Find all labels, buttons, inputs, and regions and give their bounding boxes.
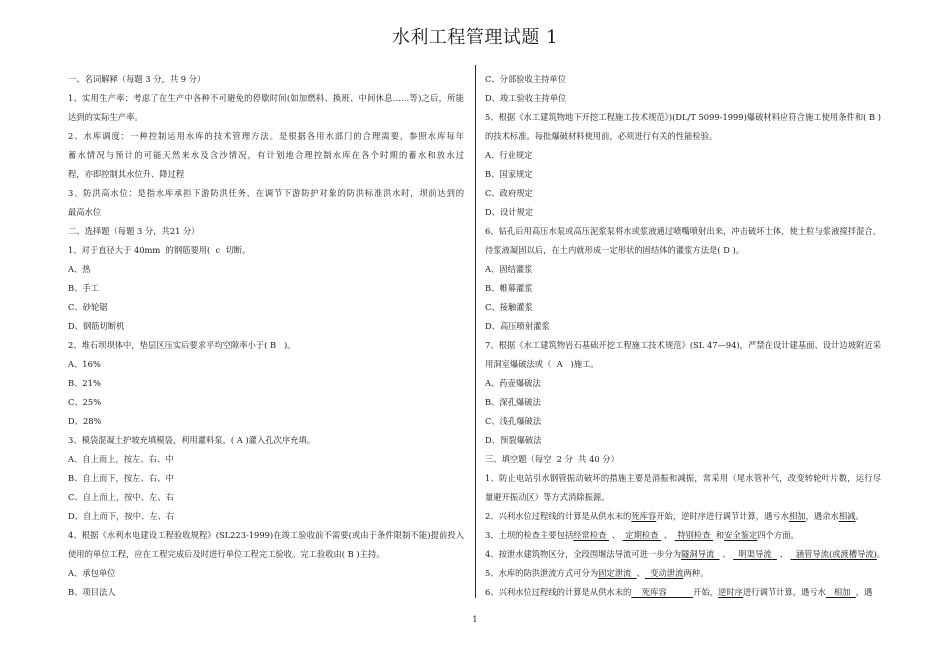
filled-answer: 相加: [789, 511, 806, 521]
text-line: D、设计规定: [485, 207, 534, 217]
question-text: [68, 241, 464, 260]
option-b: [485, 393, 881, 412]
text-segment: 开始，逆时序进行调节计算，遇亏水: [656, 511, 789, 521]
text-segment: 、: [609, 530, 623, 540]
question-text: [485, 469, 881, 507]
text-line: D、28%: [68, 416, 102, 426]
filled-answer: 相加: [825, 587, 856, 597]
text-line: 6、钻孔后用高压水泵或高压泥浆泵将水或浆液通过喷嘴喷射出来，冲击破坏土体，使土粒与浆液搅拌混合，: [485, 226, 881, 236]
text-line: A、承包单位: [68, 568, 116, 578]
filled-answer: 死库容: [631, 511, 657, 521]
text-segment: ，遇余水: [805, 511, 839, 521]
question-text: [485, 545, 886, 564]
text-segment: 四个方面。: [757, 530, 799, 540]
option-d: [485, 203, 881, 222]
section-heading: [68, 222, 464, 241]
option-c: [485, 298, 881, 317]
question-text: [68, 127, 464, 184]
text-line: B、自上而下，按左、右、中: [68, 473, 174, 483]
text-line: [485, 507, 881, 526]
question-text: [68, 431, 464, 450]
option-d: [485, 317, 881, 336]
text-segment: 两种。: [683, 568, 709, 578]
text-line: D、自上而下，按中、左、右: [68, 511, 175, 521]
text-line: [485, 583, 881, 602]
text-line: 1、对于直径大于 40mm 的钢筋要用( c 切断。: [68, 245, 251, 255]
text-line: 3、模袋混凝土护坡充填模袋，利用灌料泵，( A )灌入孔次序充填。: [68, 435, 316, 445]
text-segment: 5、水库的防洪泄流方式可分为: [485, 568, 599, 578]
question-text: [68, 184, 464, 222]
text-line: 一、名词解释（每题 3 分，共 9 分）: [68, 74, 206, 84]
option-d: [485, 89, 881, 108]
option-b: [68, 583, 464, 602]
text-line: D、钢筋切断机: [68, 321, 125, 331]
text-line: 量避开振动区）等方式消除振源。: [485, 492, 610, 502]
filled-answer: 明渠导流: [733, 549, 777, 559]
filled-answer: 固定泄流: [598, 568, 637, 578]
filled-answer: 涵管导流(或渡槽导流): [790, 549, 877, 559]
option-a: [485, 374, 881, 393]
text-line: C、接触灌浆: [485, 302, 533, 312]
option-b: [68, 469, 464, 488]
option-a: [68, 450, 464, 469]
text-line: 7、根据《水工建筑物岩石基础开挖工程施工技术规范》(SL 47—94)，严禁在设计建基面、设计边坡附近采: [485, 340, 881, 350]
text-line: [485, 564, 881, 583]
text-line: 待浆液凝固以后，在土内就形成一定形状的固结体的灌浆方法是( D )。: [485, 245, 745, 255]
text-line: 程，亦即控制其水位升、降过程: [68, 169, 185, 179]
option-c: [485, 412, 881, 431]
section-heading: [68, 70, 464, 89]
question-text: [485, 583, 881, 602]
filled-answer: 逆时序: [718, 587, 743, 597]
text-line: 最高水位: [68, 207, 102, 217]
filled-answer: 隧洞导流: [681, 549, 720, 559]
text-line: 三、填空题（每空 2 分 共 40 分）: [485, 454, 619, 464]
text-line: 用洞室爆破法或（ A )施工。: [485, 359, 599, 369]
right-column: [485, 70, 886, 602]
text-line: 1、实用生产率：考虑了在生产中各种不可避免的停歇时间(如加燃料、换班、中间休息……等)之后，所能: [68, 93, 464, 103]
question-text: [68, 89, 464, 127]
text-line: D、高压喷射灌浆: [485, 321, 550, 331]
text-line: B、手工: [68, 283, 99, 293]
option-a: [68, 564, 464, 583]
option-c: [68, 393, 464, 412]
option-d: [68, 317, 464, 336]
text-line: 使用的单位工程，应在工程完成后及时进行单位工程完工验收。完工验收由( B )主持。: [68, 549, 385, 559]
filled-answer: 经常检查: [573, 530, 610, 540]
text-line: C、25%: [68, 397, 102, 407]
question-text: [485, 526, 881, 545]
text-segment: 3、土坝的检查主要包括: [485, 530, 574, 540]
text-segment: 进行调节计算，遇亏水: [742, 587, 826, 597]
text-segment: 、: [636, 568, 645, 578]
text-line: D、预裂爆破法: [485, 435, 542, 445]
text-segment: 开始，: [693, 587, 719, 597]
text-line: 二、选择题（每题 3 分，共21 分）: [68, 226, 200, 236]
text-line: B、帷幕灌浆: [485, 283, 533, 293]
text-line: 1、防止电站引水钢管振动破坏的措施主要是消振和减振，常采用（尾水管补气，改变转轮叶片数，运行尽: [485, 473, 881, 483]
filled-answer: 特别检查: [674, 530, 714, 540]
option-a: [68, 260, 464, 279]
question-text: [68, 336, 464, 355]
option-d: [68, 507, 464, 526]
question-text: [485, 507, 881, 526]
text-line: 的技术标准。每批爆破材料使用前，必须进行有关的性能检验。: [485, 131, 718, 141]
option-c: [68, 488, 464, 507]
option-d: [485, 431, 881, 450]
text-line: A、药壶爆破法: [485, 378, 541, 388]
text-segment: ，遇: [855, 587, 873, 597]
option-c: [485, 184, 881, 203]
question-text: [485, 564, 881, 583]
option-a: [68, 355, 464, 374]
text-line: B、国家规定: [485, 169, 533, 179]
section-heading: [485, 450, 881, 469]
page-number: 1: [472, 615, 478, 625]
option-b: [485, 165, 881, 184]
text-segment: 。: [855, 511, 864, 521]
question-text: [485, 108, 881, 146]
text-line: 达到的实际生产率。: [68, 112, 143, 122]
text-line: C、浅孔爆破法: [485, 416, 542, 426]
text-line: C、砂轮锯: [68, 302, 108, 312]
text-segment: 。: [876, 549, 886, 559]
option-b: [68, 279, 464, 298]
text-line: B、深孔爆破法: [485, 397, 541, 407]
text-segment: 4、按泄水建筑物区分，全段围堰法导流可进一步分为: [485, 549, 682, 559]
filled-answer: 定期检查: [622, 530, 662, 540]
option-a: [485, 260, 881, 279]
filled-answer: 相减: [838, 511, 856, 521]
text-line: 4、根据《水利水电建设工程验收规程》(SL223-1999)在竣工验收前不需要(或由于条件限制不能)提前投入: [68, 530, 464, 540]
left-column: [68, 70, 464, 602]
question-text: [485, 336, 881, 374]
option-d: [68, 412, 464, 431]
text-line: A、热: [68, 264, 91, 274]
text-line: A、行业规定: [485, 150, 533, 160]
text-segment: 2、兴利水位过程线的计算是从供水末的: [485, 511, 632, 521]
text-line: A、自上而上，按左、右、中: [68, 454, 174, 464]
text-line: A、固结灌浆: [485, 264, 533, 274]
question-text: [68, 526, 464, 564]
option-b: [68, 374, 464, 393]
text-line: B、项目法人: [68, 587, 116, 597]
text-segment: 、: [719, 549, 734, 559]
text-line: C、政府规定: [485, 188, 533, 198]
document-title: 水利工程管理试题 1: [391, 27, 559, 48]
text-line: [485, 526, 881, 545]
filled-answer: 死库容: [631, 587, 694, 597]
text-segment: 和: [713, 530, 725, 540]
text-segment: 6、兴利水位过程线的计算是从供水末的: [485, 587, 632, 597]
filled-answer: 变动泄流: [644, 568, 684, 578]
text-line: B、21%: [68, 378, 101, 388]
text-line: 5、根据《水工建筑物地下开挖工程施工技术规范》)(DL/T 5099-1999)爆破材料应符合施工使用条件和( B ): [485, 112, 881, 122]
column-divider: [475, 65, 476, 598]
text-line: 蓄水情况与预计的可能天然来水及含沙情况，有计划地合理控制水库在各个时期的蓄水和放水过: [68, 150, 464, 160]
text-line: A、16%: [68, 359, 101, 369]
text-line: [485, 545, 886, 564]
option-c: [485, 70, 881, 89]
text-line: D、竣工验收主持单位: [485, 93, 567, 103]
text-segment: 、: [776, 549, 791, 559]
text-line: C、自上而上，按中、左、右: [68, 492, 174, 502]
text-line: C、分部验收主持单位: [485, 74, 567, 84]
text-line: 2、水库调度：一种控制运用水库的技术管理方法。是根据各用水部门的合理需要，参照水库每年: [68, 131, 464, 141]
text-line: 2、堆石坝坝体中，垫层区压实后要求平均空隙率小于( B )。: [68, 340, 296, 350]
text-line: 3、防洪高水位：是指水库承担下游防洪任务，在调节下游防护对象的防洪标准洪水时，坝前达到的: [68, 188, 464, 198]
filled-answer: 安全鉴定: [724, 530, 758, 540]
question-text: [485, 222, 881, 260]
option-a: [485, 146, 881, 165]
option-b: [485, 279, 881, 298]
option-c: [68, 298, 464, 317]
text-segment: 、: [661, 530, 675, 540]
